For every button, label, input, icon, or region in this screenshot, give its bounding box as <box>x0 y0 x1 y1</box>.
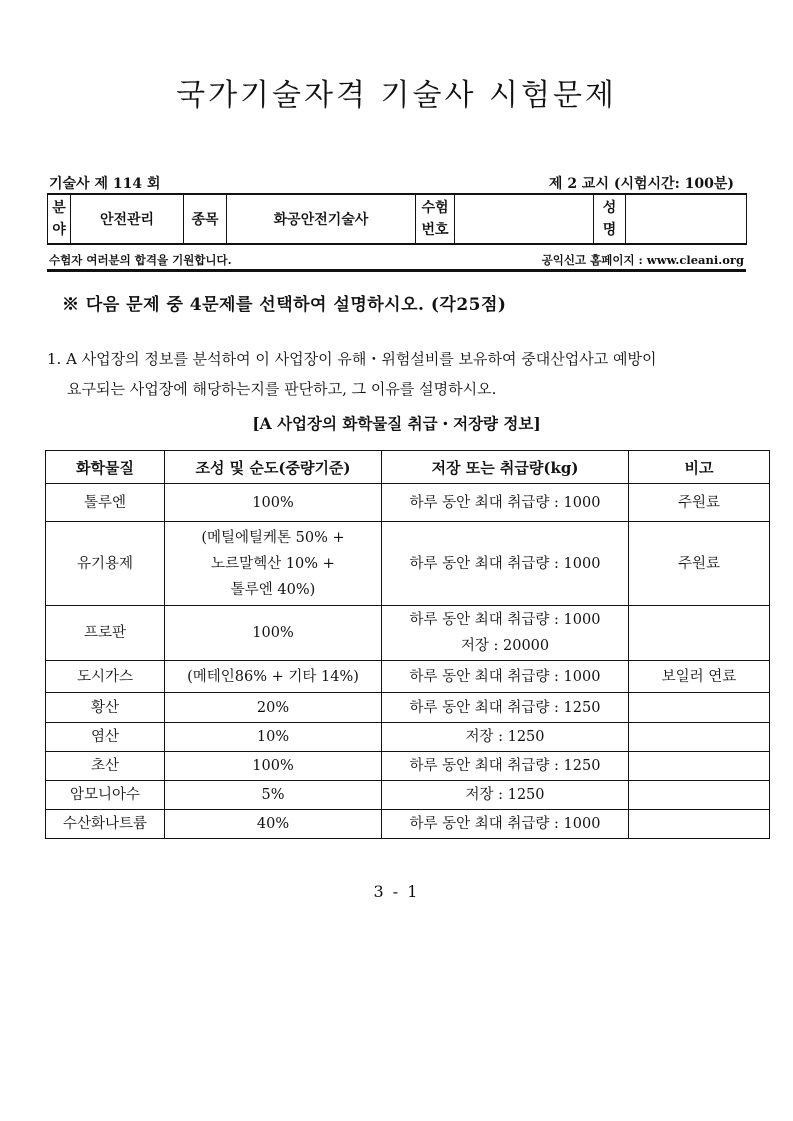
note-cell <box>629 810 770 839</box>
header-composition: 조성 및 순도(중량기준) <box>165 451 382 484</box>
composition-line: (메틸에틸케톤 50% + <box>201 529 345 546</box>
composition-cell: (메테인86% + 기타 14%) <box>165 661 382 693</box>
exam-info-table <box>47 193 747 245</box>
composition-cell: 100% <box>165 606 382 661</box>
substance-cell: 도시가스 <box>46 661 165 693</box>
table-row <box>46 522 770 606</box>
table-caption: [A 사업장의 화학물질 취급・저장량 정보] <box>252 414 541 433</box>
table-row <box>46 781 770 810</box>
amount-cell: 하루 동안 최대 취급량 : 1000 <box>382 661 629 693</box>
substance-cell: 수산화나트륨 <box>46 810 165 839</box>
table-row <box>46 484 770 522</box>
composition-cell: 10% <box>165 723 382 752</box>
note-cell: 보일러 연료 <box>629 661 770 693</box>
table-row <box>46 606 770 661</box>
header-substance: 화학물질 <box>46 451 165 484</box>
name-label-cell <box>594 194 626 244</box>
composition-cell: 40% <box>165 810 382 839</box>
table-row <box>46 693 770 723</box>
session-time: 제 2 교시 (시험시간: 100분) <box>548 176 734 192</box>
amount-cell: 저장 : 1250 <box>382 781 629 810</box>
amount-cell: 하루 동안 최대 취급량 : 1000 <box>382 810 629 839</box>
amount-line: 하루 동안 최대 취급량 : 1000 <box>409 612 601 628</box>
composition-cell: 100% <box>165 484 382 522</box>
exam-round: 기술사 제 114 회 <box>49 176 161 192</box>
amount-cell: 저장 : 1250 <box>382 723 629 752</box>
name-label-1: 성 <box>602 200 617 216</box>
note-cell <box>629 752 770 781</box>
table-row <box>46 810 770 839</box>
question-1 <box>47 344 752 404</box>
substance-cell: 염산 <box>46 723 165 752</box>
category-value: 화공안전기술사 <box>227 194 416 244</box>
note-cell <box>629 693 770 723</box>
field-label-cell <box>48 194 71 244</box>
exam-info-row <box>48 194 747 244</box>
substance-cell: 프로판 <box>46 606 165 661</box>
header-note: 비고 <box>629 451 770 484</box>
chemical-table-header <box>46 451 770 484</box>
amount-line: 저장 : 20000 <box>460 638 550 654</box>
field-value: 안전관리 <box>71 194 184 244</box>
page-title: 국가기술자격 기술사 시험문제 <box>176 78 617 113</box>
page-number: 3 - 1 <box>373 882 420 901</box>
chemical-table <box>45 450 770 839</box>
composition-cell <box>165 522 382 606</box>
table-row <box>46 723 770 752</box>
amount-cell: 하루 동안 최대 취급량 : 1000 <box>382 484 629 522</box>
table-row <box>46 661 770 693</box>
field-label-1: 분 <box>52 200 66 216</box>
amount-cell <box>382 606 629 661</box>
composition-cell: 20% <box>165 693 382 723</box>
note-cell: 주원료 <box>629 522 770 606</box>
instruction-text: ※ 다음 문제 중 4문제를 선택하여 설명하시오. (각25점) <box>62 295 507 315</box>
exam-number-label-1: 수험 <box>421 200 449 216</box>
category-label: 종목 <box>184 194 227 244</box>
note-cell <box>629 723 770 752</box>
notice-row <box>47 251 746 272</box>
substance-cell: 유기용제 <box>46 522 165 606</box>
composition-cell: 5% <box>165 781 382 810</box>
note-cell: 주원료 <box>629 484 770 522</box>
name-label-2: 명 <box>602 222 617 238</box>
composition-cell: 100% <box>165 752 382 781</box>
amount-cell: 하루 동안 최대 취급량 : 1000 <box>382 522 629 606</box>
field-label-2: 야 <box>52 222 66 238</box>
substance-cell: 톨루엔 <box>46 484 165 522</box>
substance-cell: 암모니아수 <box>46 781 165 810</box>
notice-report-site: 공익신고 홈페이지 : www.cleani.org <box>541 253 744 267</box>
name-field[interactable] <box>626 194 747 244</box>
exam-number-label-2: 번호 <box>421 222 449 238</box>
question-line-1: 1. A 사업장의 정보를 분석하여 이 사업장이 유해・위험설비를 보유하여 중대산업사고 예방이 <box>47 350 657 368</box>
composition-line: 노르말헥산 10% + <box>211 555 335 572</box>
amount-cell: 하루 동안 최대 취급량 : 1250 <box>382 693 629 723</box>
substance-cell: 황산 <box>46 693 165 723</box>
exam-number-field[interactable] <box>455 194 594 244</box>
question-line-2: 요구되는 사업장에 해당하는지를 판단하고, 그 이유를 설명하시오. <box>67 380 497 398</box>
header-amount: 저장 또는 취급량(kg) <box>382 451 629 484</box>
table-row <box>46 752 770 781</box>
exam-number-label-cell <box>416 194 455 244</box>
notice-good-luck: 수험자 여러분의 합격을 기원합니다. <box>49 253 232 267</box>
exam-meta-row <box>47 173 746 193</box>
amount-cell: 하루 동안 최대 취급량 : 1250 <box>382 752 629 781</box>
substance-cell: 초산 <box>46 752 165 781</box>
note-cell <box>629 606 770 661</box>
note-cell <box>629 781 770 810</box>
composition-line: 톨루엔 40%) <box>230 581 316 598</box>
